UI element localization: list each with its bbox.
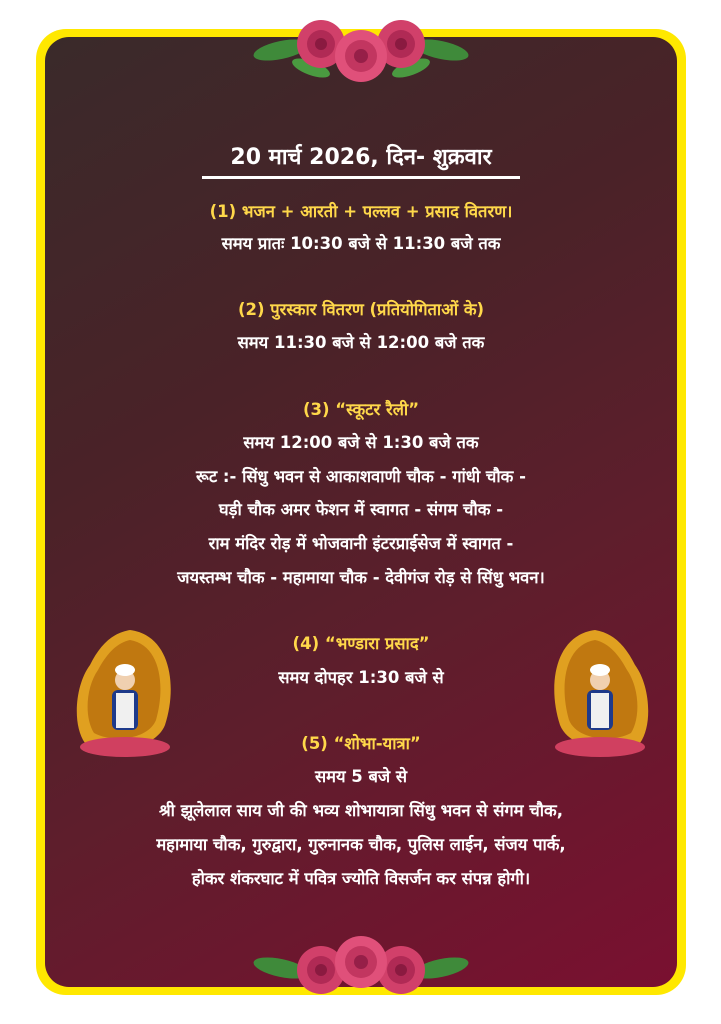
event-3-route-line-1: रूट :- सिंधु भवन से आकाशवाणी चौक - गांधी चौक - <box>196 467 526 486</box>
event-5-route-line-1: श्री झूलेलाल साय जी की भव्य शोभायात्रा सिंधु भवन से संगम चौक, <box>159 801 563 820</box>
invitation-content <box>45 37 677 987</box>
event-5-route-line-3: होकर शंकरघाट में पवित्र ज्योति विसर्जन कर संपन्न होगी। <box>191 869 531 888</box>
heading-underline <box>202 176 520 179</box>
event-4-title: (4) “भण्डारा प्रसाद” <box>292 634 430 653</box>
event-3-title: (3) “स्कूटर रैली” <box>302 400 420 419</box>
event-3-route-line-4: जयस्तम्भ चौक - महामाया चौक - देवीगंज रोड़ से सिंधु भवन। <box>177 568 545 587</box>
event-1-title: (1) भजन + आरती + पल्लव + प्रसाद वितरण। <box>209 202 513 221</box>
event-2-time: समय 11:30 बजे से 12:00 बजे तक <box>237 333 485 352</box>
event-3-route-line-3: राम मंदिर रोड़ में भोजवानी इंटरप्राईसेज में स्वागत - <box>208 534 514 553</box>
event-1-time: समय प्रातः 10:30 बजे से 11:30 बजे तक <box>221 234 501 253</box>
event-5-route-line-2: महामाया चौक, गुरुद्वारा, गुरुनानक चौक, पुलिस लाईन, संजय पार्क, <box>156 835 566 854</box>
date-heading: 20 मार्च 2026, दिन- शुक्रवार <box>230 145 492 170</box>
event-3-time: समय 12:00 बजे से 1:30 बजे तक <box>243 433 479 452</box>
event-2-title: (2) पुरस्कार वितरण (प्रतियोगिताओं के) <box>237 300 485 319</box>
event-4-time: समय दोपहर 1:30 बजे से <box>278 668 444 687</box>
event-3-route-line-2: घड़ी चौक अमर फेशन में स्वागत - संगम चौक - <box>218 500 504 519</box>
event-5-title: (5) “शोभा-यात्रा” <box>301 734 421 753</box>
event-5-time: समय 5 बजे से <box>314 767 408 786</box>
